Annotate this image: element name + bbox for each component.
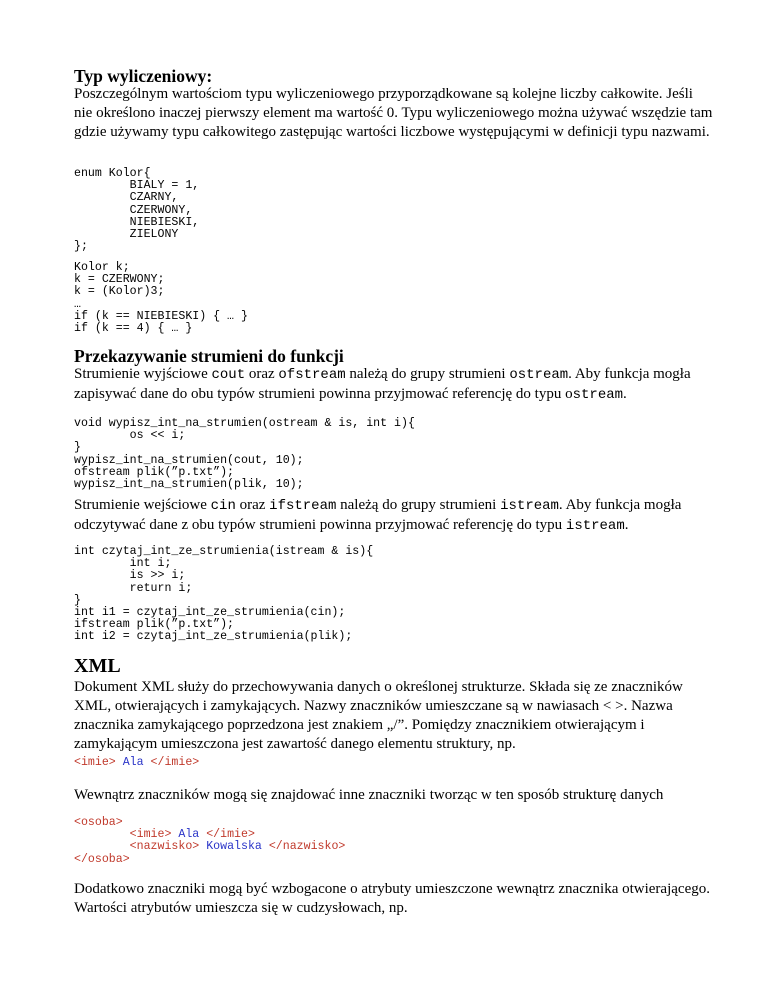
code-enum-definition: enum Kolor{ BIALY = 1, CZARNY, CZERWONY, NIEBIESKI, ZIELONY }; bbox=[74, 167, 200, 254]
paragraph-istream: Strumienie wejściowe cin oraz ifstream należą do grupy strumieni istream. Aby funkcja mogła odczytywać dane z obu typów strumieni powinna przyjmować referencję do typu istream. bbox=[74, 497, 682, 534]
paragraph-xml-attributes: Dodatkowo znaczniki mogą być wzbogacone o atrybuty umieszczone wewnątrz znacznika otwierającego. Wartości atrybutów umieszcza się w cudzysłowach, np. bbox=[74, 881, 710, 916]
code-read-function: int czytaj_int_ze_strumienia(istream & is){ int i; is >> i; return i; } int i1 = czytaj_int_ze_strumienia(cin); ifstream plik(”p.txt”); int i2 = czytaj_int_ze_strumienia(plik); bbox=[74, 545, 374, 644]
paragraph-enum: Poszczególnym wartościom typu wyliczeniowego przyporządkowane są kolejne liczby całkowite. Jeśli nie określono inaczej pierwszy element ma wartość 0. Typu wyliczeniowego można używać wszędzie tam gdzie używamy typu całkowitego zastępując wartości liczbowe występującymi w definicji typu nazwami. bbox=[74, 86, 713, 140]
paragraph-ostream: Strumienie wyjściowe cout oraz ofstream należą do grupy strumieni ostream. Aby funkcja mogła zapisywać dane do obu typów strumieni powinna przyjmować referencję do typu ostream. bbox=[74, 366, 691, 403]
code-xml-example-nested: <osoba> <imie> Ala </imie> <nazwisko> Kowalska </nazwisko> </osoba> bbox=[74, 816, 346, 866]
heading-enum: Typ wyliczeniowy: bbox=[74, 66, 213, 86]
code-write-function: void wypisz_int_na_strumien(ostream & is, int i){ os << i; } wypisz_int_na_strumien(cout, 10); ofstream plik(”p.txt”); wypisz_int_na_strumien(plik, 10); bbox=[74, 417, 415, 492]
code-xml-example-simple: <imie> Ala </imie> bbox=[74, 756, 200, 769]
paragraph-xml-nested: Wewnątrz znaczników mogą się znajdować inne znaczniki tworząc w ten sposób strukturę danych bbox=[74, 787, 664, 803]
heading-streams: Przekazywanie strumieni do funkcji bbox=[74, 346, 344, 366]
heading-xml: XML bbox=[74, 655, 121, 677]
paragraph-xml-intro: Dokument XML służy do przechowywania danych o określonej strukturze. Składa się ze znaczników XML, otwierających i zamykających. Nazwy znaczników umieszczane są w nawiasach < >. Nazwa znacznika zamykającego poprzedzona jest znakiem „/”. Pomiędzy znacznikiem otwierającym i zamykającym umieszczona jest zawartość danego elementu struktury, np. bbox=[74, 679, 683, 752]
code-enum-usage: Kolor k; k = CZERWONY; k = (Kolor)3; … if (k == NIEBIESKI) { … } if (k == 4) { … } bbox=[74, 261, 248, 336]
